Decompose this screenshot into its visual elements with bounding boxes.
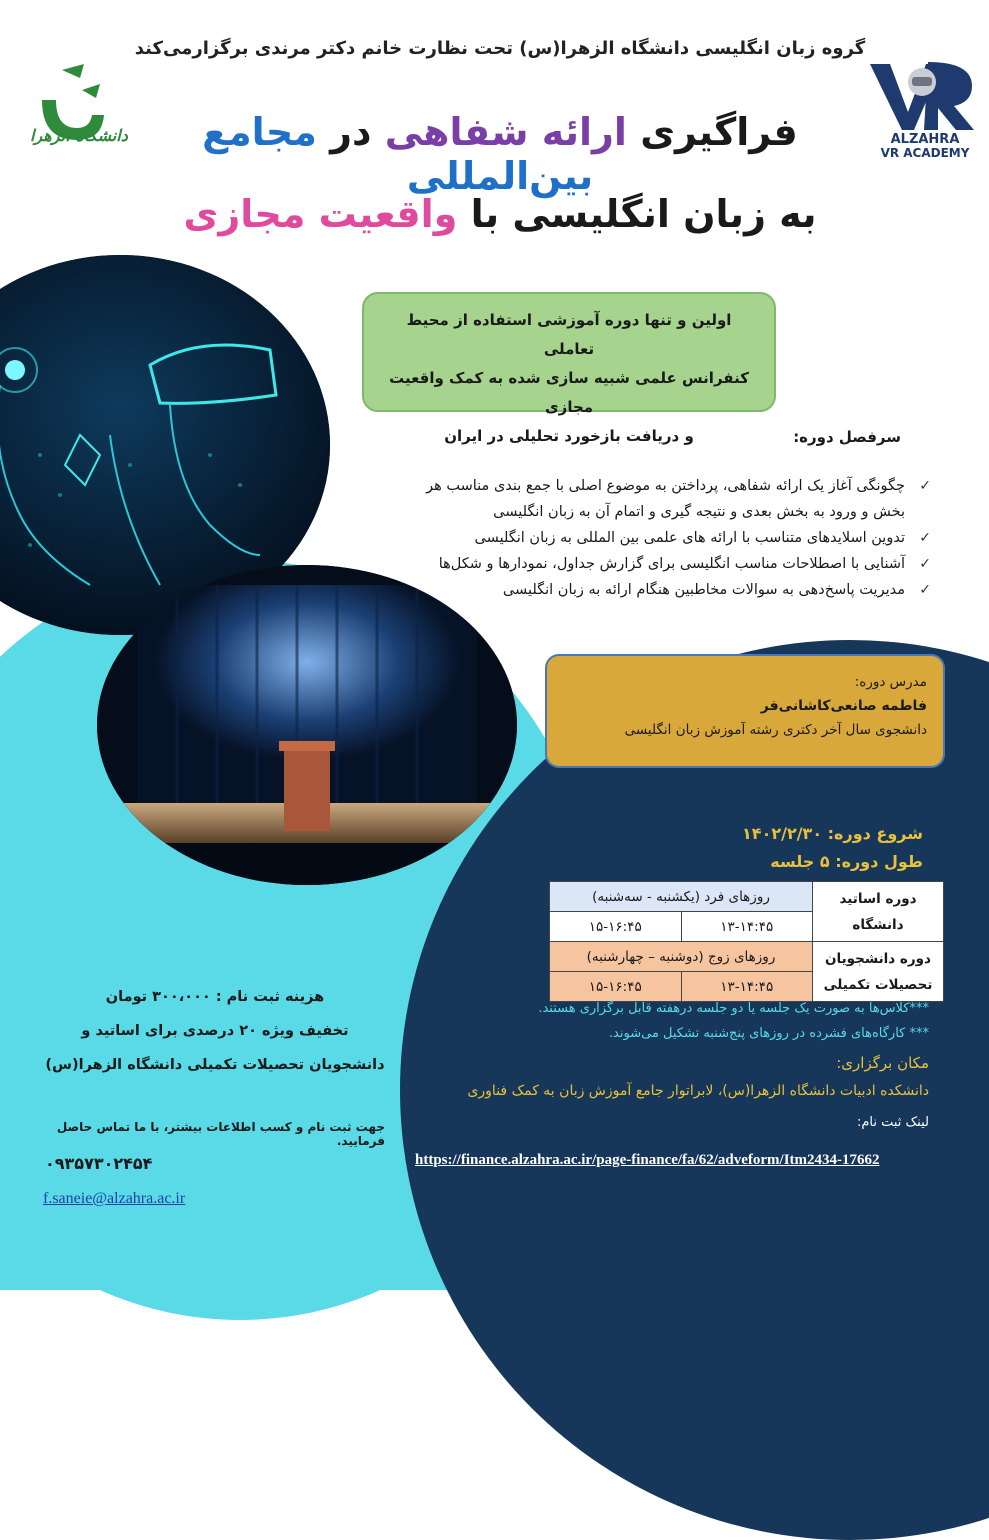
syllabus-list bbox=[391, 473, 931, 603]
instructor-name: فاطمه صانعی‌کاشانی‌فر bbox=[760, 698, 927, 714]
syllabus-item-text: آشنایی با اصطلاحات مناسب انگلیسی برای گزارش جداول، نمودارها و شکل‌ها bbox=[438, 556, 905, 572]
course-start: شروع دوره: ۱۴۰۲/۲/۳۰ bbox=[742, 824, 923, 843]
check-icon: ✓ bbox=[919, 530, 931, 546]
course-duration: طول دوره: ۵ جلسه bbox=[770, 852, 923, 871]
vr-academy-name: ALZAHRA bbox=[890, 132, 960, 147]
check-icon: ✓ bbox=[919, 556, 931, 572]
title-highlight-international: مجامع بین‌المللی bbox=[202, 110, 594, 198]
phone-number[interactable]: ۰۹۳۵۷۳۰۲۴۵۴ bbox=[45, 1154, 153, 1173]
check-icon: ✓ bbox=[919, 582, 931, 598]
syllabus-item-text: چگونگی آغاز یک ارائه شفاهی، پرداختن به موضوع اصلی با جمع بندی مناسب هر بخش و ورود به بخش بعدی و نتیجه گیری و اتمام آن به زبان انگلیسی bbox=[426, 478, 905, 520]
title-highlight-vr: واقعیت مجازی bbox=[183, 192, 458, 236]
student-slot-1: ۱۳-۱۴:۴۵ bbox=[681, 972, 813, 1002]
fee-line: هزینه ثبت نام : ۳۰۰،۰۰۰ تومان bbox=[105, 989, 325, 1005]
title-word: در bbox=[330, 110, 372, 154]
title-word: به زبان انگلیسی با bbox=[470, 192, 817, 236]
intro-box bbox=[362, 292, 776, 445]
fee-line: تخفیف ویژه ۲۰ درصدی برای اساتید و bbox=[81, 1023, 349, 1039]
schedule-note-1: ***کلاس‌ها به صورت یک جلسه یا دو جلسه درهفته قابل برگزاری هستند. bbox=[538, 1001, 929, 1016]
faculty-slot-1: ۱۳-۱۴:۴۵ bbox=[681, 912, 813, 942]
faculty-slot-2: ۱۵-۱۶:۴۵ bbox=[550, 912, 682, 942]
syllabus-item bbox=[391, 551, 931, 577]
syllabus-item bbox=[391, 577, 931, 603]
student-days: روزهای زوج (دوشنبه – چهارشنبه) bbox=[550, 942, 813, 972]
fee-block bbox=[40, 980, 390, 1082]
student-slot-2: ۱۵-۱۶:۴۵ bbox=[550, 972, 682, 1002]
main-title-line1 bbox=[150, 110, 850, 198]
instructor-box bbox=[545, 654, 945, 768]
title-highlight-oral: ارائه شفاهی bbox=[384, 110, 627, 154]
venue-title: مکان برگزاری: bbox=[836, 1054, 929, 1072]
instructor-desc: دانشجوی سال آخر دکتری رشته آموزش زبان انگلیسی bbox=[624, 722, 927, 738]
organizer-line: گروه زبان انگلیسی دانشگاه الزهرا(س) تحت نظارت خانم دکتر مرندی برگزارمی‌کند bbox=[134, 38, 866, 59]
vr-academy-subtitle: VR ACADEMY bbox=[880, 146, 970, 160]
intro-line: کنفرانس علمی شبیه سازی شده به کمک واقعیت مجازی bbox=[389, 369, 749, 416]
schedule-note-2: *** کارگاه‌های فشرده در روزهای پنج‌شنبه تشکیل می‌شوند. bbox=[608, 1026, 929, 1041]
stage-podium-image bbox=[97, 565, 517, 885]
check-icon: ✓ bbox=[919, 478, 931, 494]
registration-link[interactable]: https://finance.alzahra.ac.ir/page-finance/fa/62/adveform/Itm2434-17662 bbox=[415, 1152, 880, 1168]
instructor-label: مدرس دوره: bbox=[854, 674, 927, 690]
syllabus-item bbox=[391, 473, 931, 525]
syllabus-item bbox=[391, 525, 931, 551]
intro-line: و دریافت بازخورد تحلیلی در ایران bbox=[444, 427, 694, 445]
alzahra-university-logo bbox=[22, 60, 152, 170]
main-title-line2 bbox=[150, 192, 850, 236]
alzahra-logo-text: دانشگاه الزهرا bbox=[30, 126, 128, 145]
venue: دانشکده ادبیات دانشگاه الزهرا(س)، لابراتوار جامع آموزش زبان به کمک فناوری bbox=[467, 1083, 929, 1099]
intro-line: اولین و تنها دوره آموزشی استفاده از محیط تعاملی bbox=[406, 311, 732, 358]
syllabus-item-text: تدوین اسلایدهای متناسب با ارائه های علمی بین المللی به زبان انگلیسی bbox=[474, 530, 905, 546]
fee-line: دانشجویان تحصیلات تکمیلی دانشگاه الزهرا(س) bbox=[45, 1057, 385, 1073]
schedule-table bbox=[549, 881, 944, 1002]
contact-text: جهت ثبت نام و کسب اطلاعات بیشتر، با ما تماس حاصل فرمایید. bbox=[56, 1120, 385, 1148]
registration-title: لینک ثبت نام: bbox=[856, 1115, 929, 1130]
student-course-label: دوره دانشجویان تحصیلات تکمیلی bbox=[813, 942, 944, 1002]
email-link[interactable]: f.saneie@alzahra.ac.ir bbox=[43, 1190, 186, 1207]
syllabus-title: سرفصل دوره: bbox=[793, 428, 901, 446]
syllabus-item-text: مدیریت پاسخ‌دهی به سوالات مخاطبین هنگام ارائه به زبان انگلیسی bbox=[502, 582, 905, 598]
faculty-course-label: دوره اساتید دانشگاه bbox=[813, 882, 944, 942]
faculty-days: روزهای فرد (یکشنبه - سه‌شنبه) bbox=[550, 882, 813, 912]
title-word: فراگیری bbox=[640, 110, 798, 154]
